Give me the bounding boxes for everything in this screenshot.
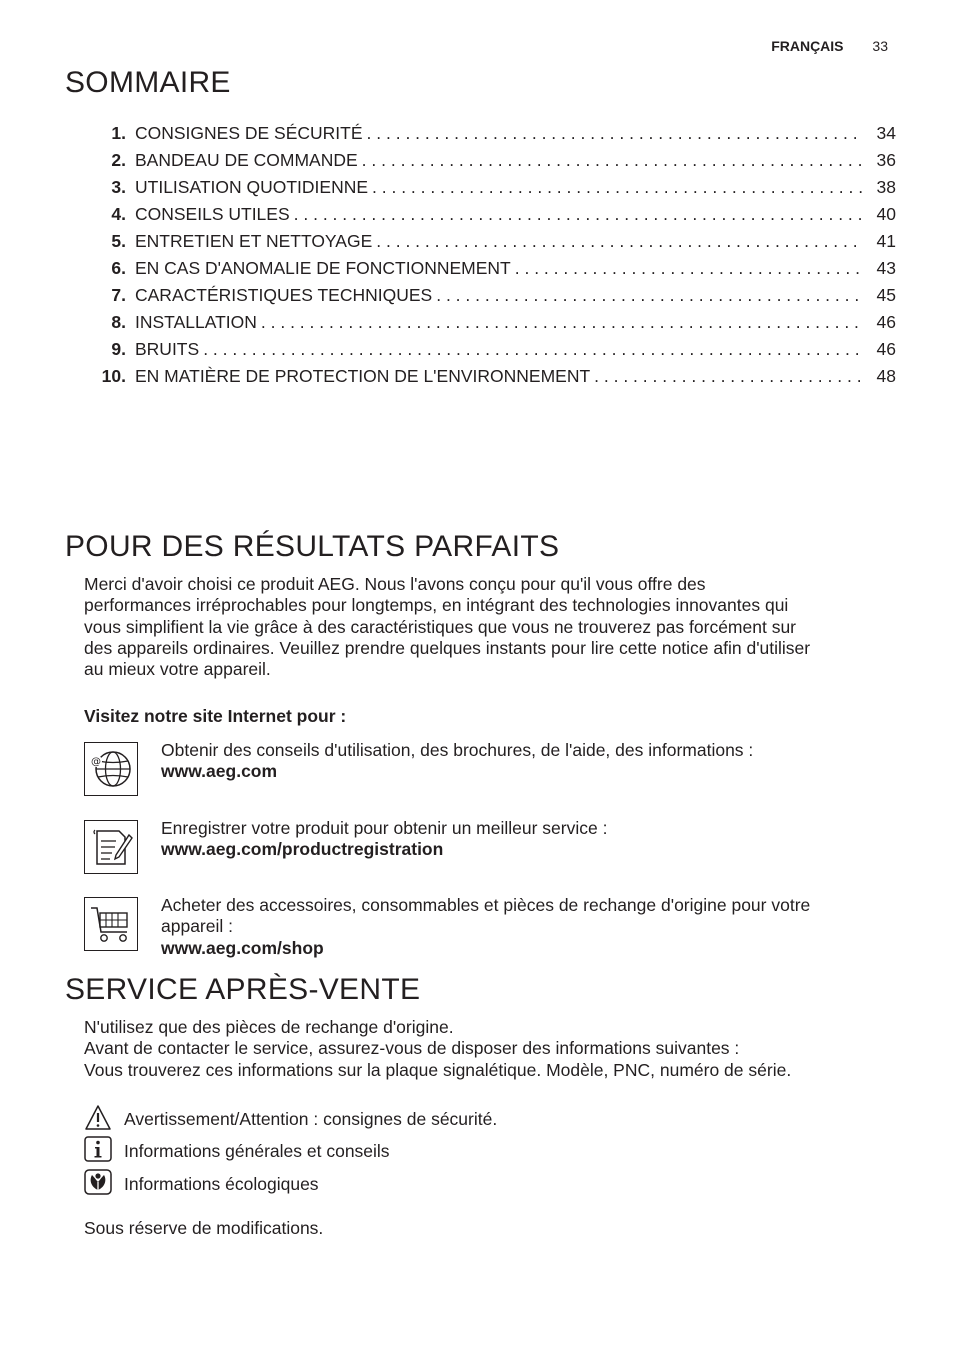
service-line: N'utilisez que des pièces de rechange d'origine. [84, 1017, 454, 1037]
shop-text [161, 895, 896, 959]
toc-leader-dots [294, 201, 864, 228]
toc-entry-title: CONSIGNES DE SÉCURITÉ [135, 123, 363, 143]
toc-heading: SOMMAIRE [65, 66, 231, 99]
toc-entry-page: 43 [876, 258, 896, 278]
globe-at-icon [84, 742, 138, 796]
language-label: FRANÇAIS [771, 38, 844, 54]
registration-form-icon [84, 820, 138, 874]
results-heading: POUR DES RÉSULTATS PARFAITS [65, 530, 560, 563]
toc-entry-number: 3. [111, 177, 126, 197]
website-info-text [161, 740, 896, 783]
toc-entry-number: 5. [111, 231, 126, 251]
legend-warning-text: Avertissement/Attention : consignes de sécurité. [124, 1109, 498, 1129]
footnote: Sous réserve de modifications. [84, 1218, 324, 1238]
shop-description-line: appareil : [161, 916, 233, 937]
toc-leader-dots [261, 309, 864, 336]
toc-entry-title: BRUITS [135, 339, 200, 359]
toc-entry-page: 48 [876, 366, 896, 386]
toc-entry-title: EN MATIÈRE DE PROTECTION DE L'ENVIRONNEMENT [135, 366, 591, 386]
intro-paragraph [84, 574, 810, 680]
intro-line: des appareils ordinaires. Veuillez prendre quelques instants pour lire cette notice afin d'utiliser [84, 637, 811, 658]
toc-entry-page: 45 [876, 285, 896, 305]
toc-entry-number: 10. [101, 366, 126, 386]
intro-line: au mieux votre appareil. [84, 659, 271, 680]
service-paragraph [84, 1017, 791, 1081]
shopping-cart-icon [84, 897, 138, 951]
toc-entry-title: CARACTÉRISTIQUES TECHNIQUES [135, 285, 433, 305]
toc-entry-title: INSTALLATION [135, 312, 257, 332]
service-heading: SERVICE APRÈS-VENTE [65, 973, 421, 1006]
registration-text [161, 818, 896, 861]
legend-info-text: Informations générales et conseils [124, 1141, 390, 1161]
toc-entry[interactable] [88, 120, 896, 147]
toc-leader-dots [594, 363, 864, 390]
toc-entry-number: 6. [111, 258, 126, 278]
shop-row [84, 897, 896, 961]
toc-entry[interactable] [88, 309, 896, 336]
toc-leader-dots [372, 174, 864, 201]
toc-leader-dots [515, 255, 864, 282]
toc-leader-dots [203, 336, 864, 363]
toc-entry-page: 40 [876, 204, 896, 224]
intro-line: vous simplifient la vie grâce à des caractéristiques que vous ne trouverez pas forcément sur [84, 616, 797, 637]
toc-entry-page: 36 [876, 150, 896, 170]
visit-label: Visitez notre site Internet pour : [84, 706, 347, 726]
svg-text:@: @ [91, 756, 101, 768]
service-line: Avant de contacter le service, assurez-vous de disposer des informations suivantes : [84, 1038, 740, 1059]
toc-entry-title: BANDEAU DE COMMANDE [135, 150, 358, 170]
info-icon [84, 1136, 112, 1164]
intro-line: performances irréprochables pour longtemps, en intégrant des technologies innovantes qui [84, 595, 789, 616]
toc-entry-number: 4. [111, 204, 126, 224]
toc-entry-title: UTILISATION QUOTIDIENNE [135, 177, 369, 197]
toc-entry[interactable] [88, 147, 896, 174]
website-info-description: Obtenir des conseils d'utilisation, des brochures, de l'aide, des informations : [161, 740, 754, 760]
toc-entry-number: 8. [111, 312, 126, 332]
toc-entry[interactable] [88, 201, 896, 228]
website-info-row [84, 742, 896, 798]
warning-triangle-icon [84, 1104, 112, 1132]
shop-description-line: Acheter des accessoires, consommables et pièces de rechange d'origine pour votre [161, 895, 811, 915]
intro-line: Merci d'avoir choisi ce produit AEG. Nous l'avons conçu pour qu'il vous offre des [84, 574, 706, 594]
toc-entry-page: 46 [876, 312, 896, 332]
toc-entry[interactable] [88, 174, 896, 201]
toc-entry[interactable] [88, 363, 896, 390]
page-header [771, 38, 888, 54]
page-number: 33 [872, 38, 888, 54]
toc-entry-page: 41 [876, 231, 896, 251]
toc-entry-title: EN CAS D'ANOMALIE DE FONCTIONNEMENT [135, 258, 511, 278]
table-of-contents [88, 120, 896, 390]
toc-entry-number: 9. [111, 339, 126, 359]
toc-entry[interactable] [88, 228, 896, 255]
service-line: Vous trouverez ces informations sur la plaque signalétique. Modèle, PNC, numéro de série. [84, 1059, 792, 1080]
toc-leader-dots [362, 147, 864, 174]
toc-entry-page: 38 [876, 177, 896, 197]
registration-description: Enregistrer votre produit pour obtenir un meilleur service : [161, 818, 608, 838]
website-link[interactable]: www.aeg.com [161, 761, 278, 782]
toc-entry[interactable] [88, 336, 896, 363]
toc-leader-dots [436, 282, 864, 309]
toc-entry-page: 46 [876, 339, 896, 359]
toc-entry-number: 2. [111, 150, 126, 170]
legend-eco-text: Informations écologiques [124, 1174, 319, 1194]
registration-row [84, 820, 896, 876]
toc-entry-title: CONSEILS UTILES [135, 204, 290, 224]
toc-entry[interactable] [88, 282, 896, 309]
registration-link[interactable]: www.aeg.com/productregistration [161, 839, 444, 860]
toc-entry-page: 34 [876, 123, 896, 143]
shop-link[interactable]: www.aeg.com/shop [161, 937, 324, 958]
toc-entry[interactable] [88, 255, 896, 282]
toc-entry-number: 1. [111, 123, 126, 143]
toc-entry-title: ENTRETIEN ET NETTOYAGE [135, 231, 373, 251]
toc-entry-number: 7. [111, 285, 126, 305]
toc-leader-dots [376, 228, 864, 255]
toc-leader-dots [367, 120, 864, 147]
eco-leaf-icon [84, 1169, 112, 1197]
